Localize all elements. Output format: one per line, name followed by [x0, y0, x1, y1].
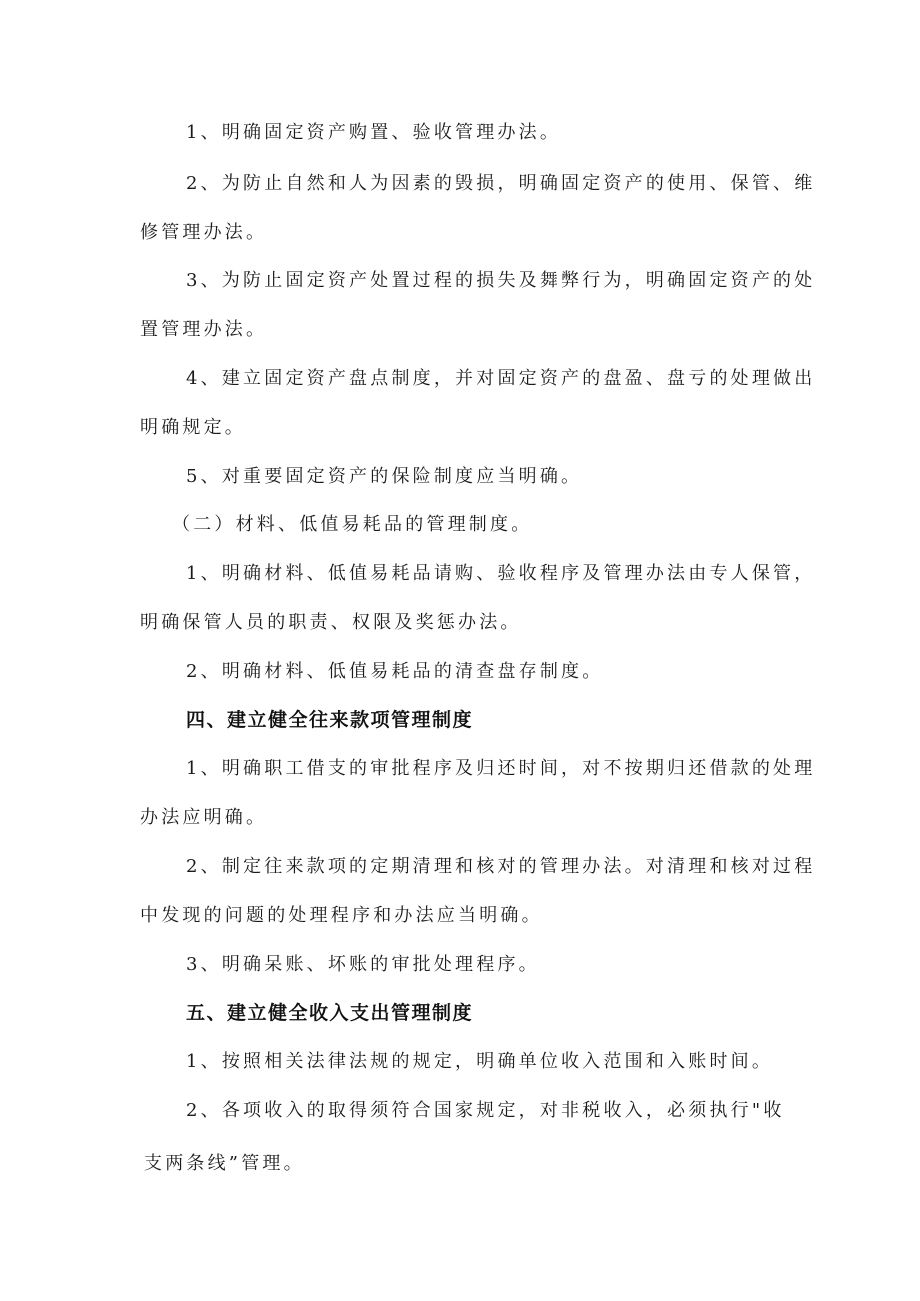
paragraph-line: 1、明确材料、低值易耗品请购、验收程序及管理办法由专人保管，	[186, 563, 816, 584]
paragraph-line: 置管理办法。	[140, 319, 268, 340]
paragraph-line: 5、对重要固定资产的保险制度应当明确。	[186, 466, 583, 487]
paragraph-line: 1、明确固定资产购置、验收管理办法。	[186, 122, 562, 143]
section-heading: 四、建立健全往来款项管理制度	[186, 709, 474, 731]
paragraph-line: 中发现的问题的处理程序和办法应当明确。	[140, 905, 543, 926]
section-heading: 五、建立健全收入支出管理制度	[186, 1002, 474, 1024]
paragraph-line: 支两条线”管理。	[144, 1153, 305, 1174]
paragraph-line: 明确规定。	[140, 417, 246, 438]
paragraph-line: 明确保管人员的职责、权限及奖惩办法。	[140, 612, 522, 633]
paragraph-line: 修管理办法。	[140, 222, 268, 243]
paragraph-line: 3、为防止固定资产处置过程的损失及舞弊行为，明确固定资产的处	[186, 270, 816, 291]
paragraph-line: 1、明确职工借支的审批程序及归还时间，对不按期归还借款的处理	[186, 758, 816, 779]
paragraph-line: 2、为防止自然和人为因素的毁损，明确固定资产的使用、保管、维	[186, 173, 816, 194]
paragraph-line: 4、建立固定资产盘点制度，并对固定资产的盘盈、盘亏的处理做出	[186, 368, 816, 389]
paragraph-line: 2、制定往来款项的定期清理和核对的管理办法。对清理和核对过程	[186, 856, 816, 877]
paragraph-line: 2、各项收入的取得须符合国家规定，对非税收入，必须执行"收	[186, 1100, 785, 1121]
paragraph-line: 2、明确材料、低值易耗品的清查盘存制度。	[186, 661, 604, 682]
paragraph-line: 3、明确呆账、坏账的审批处理程序。	[186, 954, 540, 975]
subsection-heading: （二）材料、低值易耗品的管理制度。	[172, 514, 533, 535]
paragraph-line: 1、按照相关法律法规的规定，明确单位收入范围和入账时间。	[186, 1051, 774, 1072]
paragraph-line: 办法应明确。	[140, 807, 268, 828]
